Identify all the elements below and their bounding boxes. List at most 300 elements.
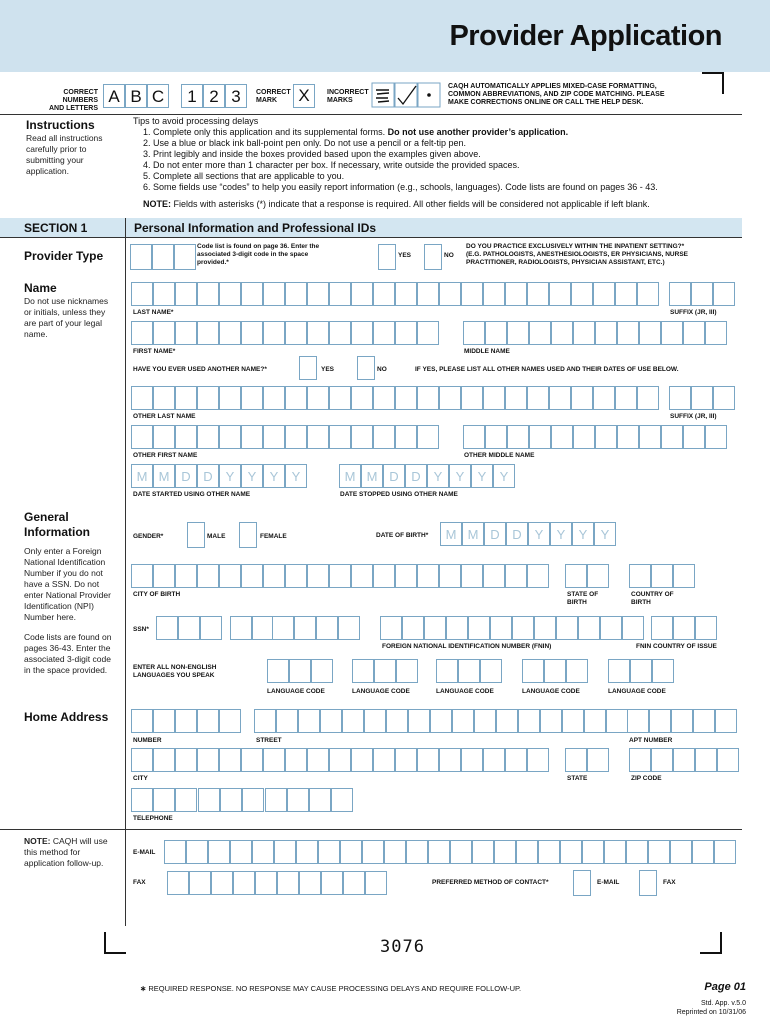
email-box[interactable] [340,840,362,864]
fnin-box[interactable] [490,616,512,640]
other-middle-name-box[interactable] [507,425,529,449]
other-first-name-box[interactable] [241,425,263,449]
other-last-name-box[interactable] [153,386,175,410]
city-box[interactable] [153,748,175,772]
other-last-name-box[interactable] [219,386,241,410]
email-box[interactable] [714,840,736,864]
city-box[interactable] [505,748,527,772]
city-of-birth-box[interactable] [131,564,153,588]
email-box[interactable] [318,840,340,864]
city-box[interactable] [263,748,285,772]
email-box[interactable] [274,840,296,864]
last-name-box[interactable] [263,282,285,306]
zip-box[interactable] [629,748,651,772]
street-box[interactable] [364,709,386,733]
other-first-name-box[interactable] [307,425,329,449]
language-code-box[interactable] [544,659,566,683]
city-box[interactable] [395,748,417,772]
first-name-box[interactable] [175,321,197,345]
ssn-box[interactable] [294,616,316,640]
city-box[interactable] [131,748,153,772]
last-name-box[interactable] [395,282,417,306]
fnin-box[interactable] [380,616,402,640]
other-last-name-box[interactable] [527,386,549,410]
state-of-birth-box[interactable] [587,564,609,588]
male-checkbox[interactable] [187,522,205,548]
first-name-box[interactable] [131,321,153,345]
fax-number-box[interactable] [299,871,321,895]
language-code-box[interactable] [480,659,502,683]
middle-name-box[interactable] [507,321,529,345]
other-last-name-box[interactable] [461,386,483,410]
address-number-box[interactable] [175,709,197,733]
last-name-box[interactable] [461,282,483,306]
telephone-prefix-box[interactable] [220,788,242,812]
other-last-name-box[interactable] [373,386,395,410]
date-stopped-box[interactable]: D [405,464,427,488]
fax-number-box[interactable] [321,871,343,895]
first-name-box[interactable] [417,321,439,345]
language-code-box[interactable] [311,659,333,683]
fnin-box[interactable] [600,616,622,640]
other-last-name-box[interactable] [263,386,285,410]
other-first-name-box[interactable] [219,425,241,449]
email-box[interactable] [230,840,252,864]
date-started-box[interactable]: M [153,464,175,488]
city-of-birth-box[interactable] [197,564,219,588]
first-name-box[interactable] [329,321,351,345]
first-name-box[interactable] [351,321,373,345]
date-stopped-box[interactable]: Y [471,464,493,488]
other-last-name-box[interactable] [175,386,197,410]
fax-area-box[interactable] [189,871,211,895]
last-name-box[interactable] [219,282,241,306]
email-box[interactable] [472,840,494,864]
other-first-name-box[interactable] [329,425,351,449]
date-started-box[interactable]: Y [219,464,241,488]
address-number-box[interactable] [131,709,153,733]
street-box[interactable] [540,709,562,733]
language-code-box[interactable] [522,659,544,683]
apt-number-box[interactable] [693,709,715,733]
city-of-birth-box[interactable] [483,564,505,588]
fax-number-box[interactable] [343,871,365,895]
first-name-box[interactable] [263,321,285,345]
fnin-country-box[interactable] [651,616,673,640]
middle-name-box[interactable] [595,321,617,345]
first-name-box[interactable] [241,321,263,345]
other-last-name-box[interactable] [197,386,219,410]
city-of-birth-box[interactable] [175,564,197,588]
street-box[interactable] [562,709,584,733]
email-box[interactable] [516,840,538,864]
other-first-name-box[interactable] [373,425,395,449]
female-checkbox[interactable] [239,522,257,548]
ssn-box[interactable] [252,616,274,640]
ssn-box[interactable] [178,616,200,640]
telephone-number-box[interactable] [331,788,353,812]
ssn-box[interactable] [272,616,294,640]
other-last-name-box[interactable] [395,386,417,410]
email-box[interactable] [670,840,692,864]
city-box[interactable] [175,748,197,772]
city-of-birth-box[interactable] [439,564,461,588]
last-name-box[interactable] [175,282,197,306]
dob-box[interactable]: D [506,522,528,546]
other-last-name-box[interactable] [417,386,439,410]
date-started-box[interactable]: M [131,464,153,488]
other-last-name-box[interactable] [307,386,329,410]
other-middle-name-box[interactable] [705,425,727,449]
fax-number-box[interactable] [365,871,387,895]
ssn-box[interactable] [230,616,252,640]
other-first-name-box[interactable] [417,425,439,449]
other-first-name-box[interactable] [197,425,219,449]
street-box[interactable] [452,709,474,733]
last-name-box[interactable] [637,282,659,306]
city-of-birth-box[interactable] [307,564,329,588]
city-of-birth-box[interactable] [351,564,373,588]
city-of-birth-box[interactable] [153,564,175,588]
street-box[interactable] [276,709,298,733]
other-first-name-box[interactable] [175,425,197,449]
middle-name-box[interactable] [529,321,551,345]
street-box[interactable] [386,709,408,733]
last-name-box[interactable] [153,282,175,306]
city-of-birth-box[interactable] [505,564,527,588]
telephone-number-box[interactable] [265,788,287,812]
fnin-box[interactable] [534,616,556,640]
city-box[interactable] [461,748,483,772]
last-name-box[interactable] [417,282,439,306]
email-box[interactable] [626,840,648,864]
fax-area-box[interactable] [167,871,189,895]
dob-box[interactable]: Y [572,522,594,546]
city-box[interactable] [351,748,373,772]
street-box[interactable] [320,709,342,733]
other-last-name-box[interactable] [593,386,615,410]
last-name-box[interactable] [527,282,549,306]
other-last-name-box[interactable] [241,386,263,410]
city-of-birth-box[interactable] [395,564,417,588]
email-box[interactable] [296,840,318,864]
inpatient-no-checkbox[interactable] [424,244,442,270]
city-box[interactable] [241,748,263,772]
zip-box[interactable] [673,748,695,772]
other-middle-name-box[interactable] [639,425,661,449]
city-of-birth-box[interactable] [285,564,307,588]
city-of-birth-box[interactable] [219,564,241,588]
other-middle-name-box[interactable] [617,425,639,449]
address-number-box[interactable] [219,709,241,733]
email-box[interactable] [384,840,406,864]
provider-type-code-box[interactable] [130,244,152,270]
fnin-box[interactable] [402,616,424,640]
other-first-name-box[interactable] [263,425,285,449]
language-code-box[interactable] [652,659,674,683]
email-box[interactable] [604,840,626,864]
other-last-name-box[interactable] [637,386,659,410]
last-name-box[interactable] [285,282,307,306]
email-box[interactable] [582,840,604,864]
fnin-box[interactable] [468,616,490,640]
street-box[interactable] [430,709,452,733]
email-box[interactable] [494,840,516,864]
other-middle-name-box[interactable] [485,425,507,449]
email-box[interactable] [164,840,186,864]
last-name-box[interactable] [483,282,505,306]
dob-box[interactable]: M [440,522,462,546]
middle-name-box[interactable] [661,321,683,345]
suffix-box[interactable] [713,282,735,306]
fax-prefix-box[interactable] [277,871,299,895]
suffix-box[interactable] [691,282,713,306]
dob-box[interactable]: Y [594,522,616,546]
fnin-box[interactable] [512,616,534,640]
middle-name-box[interactable] [617,321,639,345]
last-name-box[interactable] [439,282,461,306]
email-box[interactable] [450,840,472,864]
other-last-name-box[interactable] [483,386,505,410]
state-box[interactable] [565,748,587,772]
language-code-box[interactable] [630,659,652,683]
dob-box[interactable]: Y [550,522,572,546]
last-name-box[interactable] [593,282,615,306]
first-name-box[interactable] [307,321,329,345]
city-box[interactable] [373,748,395,772]
other-middle-name-box[interactable] [529,425,551,449]
state-of-birth-box[interactable] [565,564,587,588]
apt-number-box[interactable] [671,709,693,733]
other-middle-name-box[interactable] [551,425,573,449]
other-last-name-box[interactable] [549,386,571,410]
first-name-box[interactable] [153,321,175,345]
date-stopped-box[interactable]: D [383,464,405,488]
language-code-box[interactable] [352,659,374,683]
language-code-box[interactable] [267,659,289,683]
ssn-box[interactable] [316,616,338,640]
other-last-name-box[interactable] [439,386,461,410]
city-of-birth-box[interactable] [417,564,439,588]
telephone-area-box[interactable] [175,788,197,812]
ssn-box[interactable] [200,616,222,640]
first-name-box[interactable] [395,321,417,345]
city-box[interactable] [329,748,351,772]
other-name-yes-checkbox[interactable] [299,356,317,380]
email-box[interactable] [428,840,450,864]
last-name-box[interactable] [571,282,593,306]
other-last-name-box[interactable] [285,386,307,410]
dob-box[interactable]: D [484,522,506,546]
street-box[interactable] [408,709,430,733]
zip-box[interactable] [651,748,673,772]
first-name-box[interactable] [197,321,219,345]
middle-name-box[interactable] [683,321,705,345]
date-started-box[interactable]: D [175,464,197,488]
other-middle-name-box[interactable] [683,425,705,449]
other-last-name-box[interactable] [351,386,373,410]
email-box[interactable] [208,840,230,864]
last-name-box[interactable] [373,282,395,306]
city-box[interactable] [527,748,549,772]
other-last-name-box[interactable] [131,386,153,410]
city-of-birth-box[interactable] [373,564,395,588]
other-suffix-box[interactable] [691,386,713,410]
other-first-name-box[interactable] [153,425,175,449]
other-last-name-box[interactable] [615,386,637,410]
fnin-box[interactable] [622,616,644,640]
language-code-box[interactable] [608,659,630,683]
last-name-box[interactable] [505,282,527,306]
date-stopped-box[interactable]: M [361,464,383,488]
telephone-number-box[interactable] [309,788,331,812]
date-stopped-box[interactable]: M [339,464,361,488]
city-box[interactable] [439,748,461,772]
date-stopped-box[interactable]: Y [449,464,471,488]
street-box[interactable] [254,709,276,733]
inpatient-yes-checkbox[interactable] [378,244,396,270]
other-middle-name-box[interactable] [573,425,595,449]
apt-number-box[interactable] [715,709,737,733]
street-box[interactable] [518,709,540,733]
fax-prefix-box[interactable] [233,871,255,895]
last-name-box[interactable] [615,282,637,306]
telephone-prefix-box[interactable] [242,788,264,812]
telephone-number-box[interactable] [287,788,309,812]
country-of-birth-box[interactable] [651,564,673,588]
language-code-box[interactable] [458,659,480,683]
pref-email-checkbox[interactable] [573,870,591,896]
state-box[interactable] [587,748,609,772]
middle-name-box[interactable] [705,321,727,345]
email-box[interactable] [538,840,560,864]
fnin-box[interactable] [578,616,600,640]
telephone-prefix-box[interactable] [198,788,220,812]
middle-name-box[interactable] [639,321,661,345]
email-box[interactable] [692,840,714,864]
city-of-birth-box[interactable] [329,564,351,588]
city-box[interactable] [483,748,505,772]
city-box[interactable] [307,748,329,772]
other-middle-name-box[interactable] [661,425,683,449]
other-name-no-checkbox[interactable] [357,356,375,380]
first-name-box[interactable] [219,321,241,345]
street-box[interactable] [606,709,628,733]
last-name-box[interactable] [197,282,219,306]
fax-area-box[interactable] [211,871,233,895]
country-of-birth-box[interactable] [629,564,651,588]
middle-name-box[interactable] [463,321,485,345]
city-box[interactable] [219,748,241,772]
city-box[interactable] [285,748,307,772]
other-last-name-box[interactable] [329,386,351,410]
other-suffix-box[interactable] [713,386,735,410]
last-name-box[interactable] [131,282,153,306]
apt-number-box[interactable] [627,709,649,733]
date-started-box[interactable]: Y [285,464,307,488]
last-name-box[interactable] [549,282,571,306]
email-box[interactable] [252,840,274,864]
date-stopped-box[interactable]: Y [427,464,449,488]
last-name-box[interactable] [329,282,351,306]
address-number-box[interactable] [153,709,175,733]
email-box[interactable] [648,840,670,864]
provider-type-code-box[interactable] [174,244,196,270]
other-first-name-box[interactable] [351,425,373,449]
middle-name-box[interactable] [573,321,595,345]
first-name-box[interactable] [373,321,395,345]
other-middle-name-box[interactable] [595,425,617,449]
other-middle-name-box[interactable] [463,425,485,449]
other-first-name-box[interactable] [131,425,153,449]
email-box[interactable] [186,840,208,864]
last-name-box[interactable] [307,282,329,306]
date-stopped-box[interactable]: Y [493,464,515,488]
telephone-area-box[interactable] [131,788,153,812]
language-code-box[interactable] [436,659,458,683]
provider-type-code-box[interactable] [152,244,174,270]
fnin-country-box[interactable] [673,616,695,640]
pref-fax-checkbox[interactable] [639,870,657,896]
email-box[interactable] [560,840,582,864]
zip-box[interactable] [717,748,739,772]
ssn-box[interactable] [338,616,360,640]
date-started-box[interactable]: D [197,464,219,488]
language-code-box[interactable] [396,659,418,683]
language-code-box[interactable] [289,659,311,683]
first-name-box[interactable] [285,321,307,345]
telephone-area-box[interactable] [153,788,175,812]
ssn-box[interactable] [156,616,178,640]
city-of-birth-box[interactable] [527,564,549,588]
country-of-birth-box[interactable] [673,564,695,588]
date-started-box[interactable]: Y [263,464,285,488]
last-name-box[interactable] [351,282,373,306]
city-box[interactable] [417,748,439,772]
fnin-country-box[interactable] [695,616,717,640]
zip-box[interactable] [695,748,717,772]
dob-box[interactable]: Y [528,522,550,546]
address-number-box[interactable] [197,709,219,733]
other-last-name-box[interactable] [505,386,527,410]
street-box[interactable] [496,709,518,733]
middle-name-box[interactable] [551,321,573,345]
other-suffix-box[interactable] [669,386,691,410]
suffix-box[interactable] [669,282,691,306]
apt-number-box[interactable] [649,709,671,733]
fnin-box[interactable] [446,616,468,640]
last-name-box[interactable] [241,282,263,306]
street-box[interactable] [342,709,364,733]
city-box[interactable] [197,748,219,772]
email-box[interactable] [362,840,384,864]
city-of-birth-box[interactable] [241,564,263,588]
middle-name-box[interactable] [485,321,507,345]
street-box[interactable] [584,709,606,733]
other-first-name-box[interactable] [285,425,307,449]
city-of-birth-box[interactable] [263,564,285,588]
fnin-box[interactable] [424,616,446,640]
other-last-name-box[interactable] [571,386,593,410]
dob-box[interactable]: M [462,522,484,546]
other-first-name-box[interactable] [395,425,417,449]
street-box[interactable] [298,709,320,733]
language-code-box[interactable] [374,659,396,683]
email-box[interactable] [406,840,428,864]
fnin-box[interactable] [556,616,578,640]
fax-prefix-box[interactable] [255,871,277,895]
city-of-birth-box[interactable] [461,564,483,588]
